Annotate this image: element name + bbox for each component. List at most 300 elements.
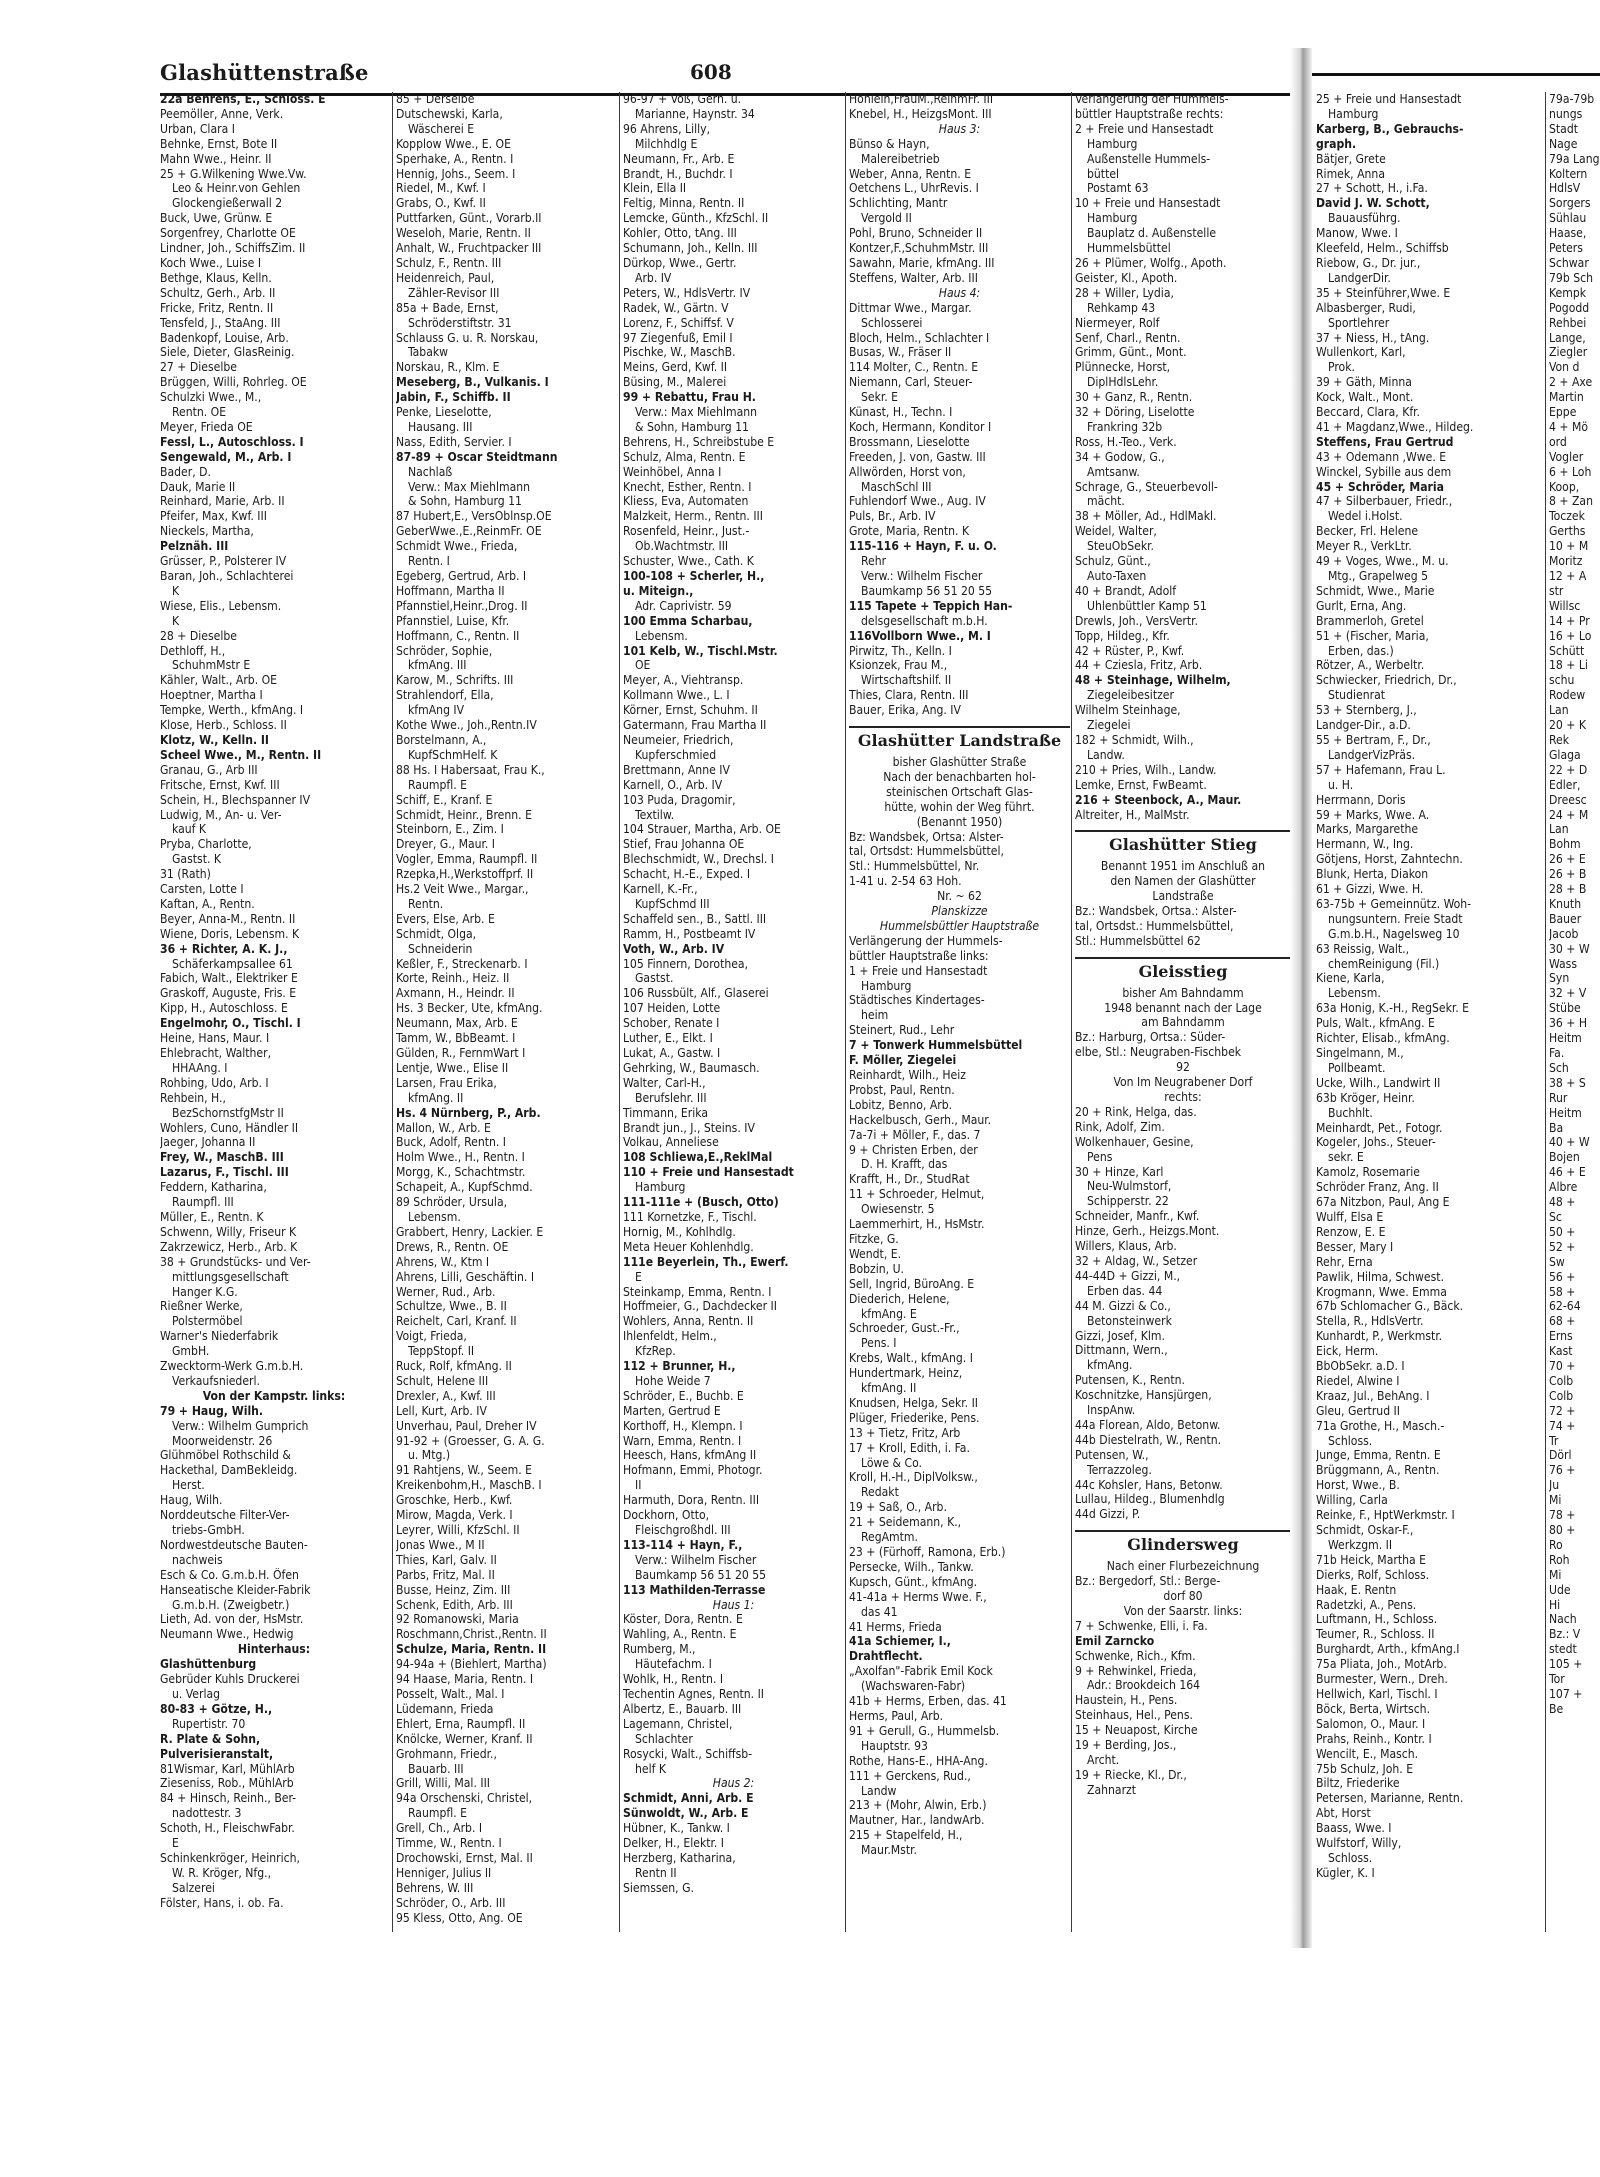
directory-entry: Knölcke, Werner, Kranf. II bbox=[396, 1731, 533, 1746]
directory-entry: delsgesellschaft m.b.H. bbox=[861, 613, 988, 628]
directory-entry: Hackethal, DamBekleidg. bbox=[160, 1463, 298, 1478]
directory-entry: Schwenn, Willy, Friseur K bbox=[160, 1224, 297, 1239]
directory-entry: 94 Haase, Maria, Rentn. I bbox=[396, 1672, 534, 1687]
directory-entry: 44-44D + Gizzi, M., bbox=[1075, 1268, 1181, 1283]
directory-entry: Bauarb. III bbox=[408, 1761, 464, 1776]
directory-entry: Pollbeamt. bbox=[1328, 1060, 1386, 1075]
directory-entry: 61 + Gizzi, Wwe. H. bbox=[1316, 882, 1424, 897]
directory-entry: 215 + Stapelfeld, H., bbox=[849, 1828, 963, 1843]
directory-entry: Lobitz, Benno, Arb. bbox=[849, 1097, 953, 1112]
directory-entry: Weinhöbel, Anna I bbox=[623, 464, 722, 479]
directory-entry: Schulz, Günt., bbox=[1075, 554, 1151, 569]
directory-entry: Anhalt, W., Fruchtpacker III bbox=[396, 241, 542, 256]
directory-entry: Putensen, W., bbox=[1075, 1447, 1149, 1462]
directory-entry: 213 + (Mohr, Alwin, Erb.) bbox=[849, 1798, 987, 1813]
directory-entry: Heidenreich, Paul, bbox=[396, 270, 495, 285]
directory-entry: Besser, Mary I bbox=[1316, 1239, 1394, 1254]
directory-entry: 87-89 + Oscar Steidtmann bbox=[396, 449, 558, 464]
directory-entry: Sorgenfrey, Charlotte OE bbox=[160, 226, 296, 241]
directory-entry: Wulfstorf, Willy, bbox=[1316, 1836, 1402, 1851]
directory-entry: Von der Saarstr. links: bbox=[1123, 1603, 1243, 1618]
directory-entry: KupfSchmd III bbox=[635, 896, 710, 911]
directory-entry: Neumeier, Friedrich, bbox=[623, 732, 734, 747]
directory-entry: Knecht, Esther, Rentn. I bbox=[623, 479, 752, 494]
directory-entry: Steinborn, E., Zim. I bbox=[396, 822, 504, 837]
directory-entry: graph. bbox=[1316, 136, 1357, 151]
directory-entry: Schneiderin bbox=[408, 941, 473, 956]
directory-entry: Wohlers, Cuno, Händler II bbox=[160, 1120, 299, 1135]
directory-entry: Drahtflecht. bbox=[849, 1649, 923, 1664]
directory-entry: ord bbox=[1549, 434, 1567, 449]
directory-entry: Holm Wwe., H., Rentn. I bbox=[396, 1150, 525, 1165]
directory-entry: Kogeler, Johs., Steuer- bbox=[1316, 1135, 1436, 1150]
column-7 bbox=[1545, 92, 1600, 1932]
directory-entry: Lindner, Joh., SchiffsZim. II bbox=[160, 241, 306, 256]
directory-entry: 44d Gizzi, P. bbox=[1075, 1507, 1141, 1522]
directory-entry: Henniger, Julius II bbox=[396, 1865, 492, 1880]
directory-entry: 44 + Cziesla, Fritz, Arb. bbox=[1075, 658, 1203, 673]
directory-entry: Graskoff, Auguste, Fris. E bbox=[160, 986, 297, 1001]
directory-entry: Redakt bbox=[861, 1485, 899, 1500]
directory-entry: Schumann, Joh., Kelln. III bbox=[623, 241, 758, 256]
directory-entry: u. Verlag bbox=[172, 1686, 221, 1701]
directory-entry: Schroeder, Gust.-Fr., bbox=[849, 1321, 960, 1336]
directory-entry: Frankring 32b bbox=[1087, 419, 1163, 434]
directory-entry: Luftmann, H., Schloss. bbox=[1316, 1612, 1438, 1627]
directory-entry: Schröder, Sophie, bbox=[396, 643, 493, 658]
directory-entry: Vogler bbox=[1549, 449, 1584, 464]
directory-entry: Von der Kampstr. links: bbox=[202, 1388, 346, 1403]
directory-entry: Salzerei bbox=[172, 1880, 215, 1895]
directory-entry: Drochowski, Ernst, Mal. II bbox=[396, 1850, 533, 1865]
directory-entry: Plünnecke, Horst, bbox=[1075, 360, 1171, 375]
directory-entry: Nachlaß bbox=[408, 464, 453, 479]
directory-entry: Rehbei bbox=[1549, 315, 1587, 330]
directory-entry: Götjens, Horst, Zahntechn. bbox=[1316, 852, 1463, 867]
directory-entry: Kohler, Otto, tAng. III bbox=[623, 226, 737, 241]
directory-entry: Werner, Rud., Arb. bbox=[396, 1284, 496, 1299]
directory-entry: elbe, Stl.: Neugraben-Fischbek bbox=[1075, 1045, 1242, 1060]
directory-entry: 57 + Hafemann, Frau L. bbox=[1316, 762, 1446, 777]
directory-entry: KfzRep. bbox=[635, 1344, 676, 1359]
directory-entry: Topp, Hildeg., Kfr. bbox=[1075, 628, 1170, 643]
directory-entry: Behnke, Ernst, Bote II bbox=[160, 136, 278, 151]
directory-entry: Weber, Anna, Rentn. E bbox=[849, 166, 972, 181]
directory-entry: 44c Kohsler, Hans, Betonw. bbox=[1075, 1477, 1223, 1492]
directory-entry: HdlsV bbox=[1549, 181, 1581, 196]
directory-entry: Be bbox=[1549, 1701, 1564, 1716]
directory-entry: Lagemann, Christel, bbox=[623, 1716, 733, 1731]
directory-entry: Tamm, W., BbBeamt. I bbox=[396, 1031, 516, 1046]
directory-entry: Ziegeleibesitzer bbox=[1087, 688, 1174, 703]
directory-entry: Plüger, Friederike, Pens. bbox=[849, 1410, 980, 1425]
directory-entry: Leo & Heinr.von Gehlen bbox=[172, 181, 301, 196]
directory-entry: & Sohn, Hamburg 11 bbox=[408, 494, 522, 509]
directory-entry: Kempk bbox=[1549, 285, 1587, 300]
directory-entry: Nach der benachbarten hol- bbox=[883, 769, 1036, 784]
directory-entry: Haus 4: bbox=[938, 285, 981, 300]
directory-entry: rechts: bbox=[1164, 1090, 1202, 1104]
directory-entry: Steinhaus, Hel., Pens. bbox=[1075, 1708, 1193, 1723]
directory-entry: Brandt, H., Buchdr. I bbox=[623, 166, 733, 181]
directory-entry: Landstraße bbox=[1152, 889, 1214, 904]
directory-entry: Eppe bbox=[1549, 405, 1577, 420]
directory-entry: Heesch, Hans, kfmAng II bbox=[623, 1448, 757, 1463]
directory-entry: Schenk, Edith, Arb. III bbox=[396, 1597, 513, 1612]
directory-entry: Meyer R., VerkLtr. bbox=[1316, 539, 1412, 554]
directory-entry: Peters, W., HdlsVertr. IV bbox=[623, 285, 751, 300]
directory-entry: Ihlenfeldt, Helm., bbox=[623, 1329, 717, 1344]
directory-entry: kfmAng IV bbox=[408, 703, 465, 718]
directory-entry: Planskizze bbox=[931, 904, 988, 919]
directory-entry: 67a Nitzbon, Paul, Ang E bbox=[1316, 1195, 1450, 1210]
directory-entry: 72 + bbox=[1549, 1403, 1576, 1418]
directory-entry: Zieseniss, Rob., MühlArb bbox=[160, 1776, 294, 1791]
directory-entry: Schlichting, Mantr bbox=[849, 196, 948, 211]
directory-entry: chemReinigung (Fil.) bbox=[1328, 956, 1440, 971]
directory-entry: Beyer, Anna-M., Rentn. II bbox=[160, 911, 296, 926]
directory-entry: 92 bbox=[1176, 1060, 1190, 1075]
directory-entry: Busse, Heinz, Zim. III bbox=[396, 1582, 511, 1597]
directory-entry: Glashüttenburg bbox=[160, 1657, 257, 1672]
directory-entry: 94-94a + (Biehlert, Martha) bbox=[396, 1657, 547, 1672]
directory-entry: Neumann, Fr., Arb. E bbox=[623, 151, 735, 166]
directory-entry: 63 Reissig, Walt., bbox=[1316, 941, 1410, 956]
directory-entry: Hamburg bbox=[861, 978, 912, 993]
directory-entry: Hamburg bbox=[1087, 211, 1138, 226]
directory-entry: Stadt bbox=[1549, 121, 1579, 136]
directory-entry: Blunk, Herta, Diakon bbox=[1316, 867, 1429, 882]
directory-entry: Feltig, Minna, Rentn. II bbox=[623, 196, 745, 211]
directory-entry: Steinert, Rud., Lehr bbox=[849, 1023, 955, 1038]
directory-entry: Marianne, Haynstr. 34 bbox=[635, 106, 755, 121]
directory-entry: Sch bbox=[1549, 1060, 1569, 1075]
directory-entry: Roschmann,Christ.,Rentn. II bbox=[396, 1627, 547, 1642]
directory-entry: Teumer, R., Schloss. II bbox=[1316, 1627, 1435, 1642]
directory-entry: Verlängerung der Hummels- bbox=[849, 933, 1003, 948]
directory-entry: 58 + bbox=[1549, 1284, 1576, 1299]
directory-entry: E bbox=[172, 1836, 179, 1851]
directory-entry: Badenkopf, Louise, Arb. bbox=[160, 330, 289, 345]
directory-entry: Dreyer, G., Maur. I bbox=[396, 837, 496, 852]
directory-entry: Sünwoldt, W., Arb. E bbox=[623, 1806, 749, 1821]
directory-entry: Hs.2 Veit Wwe., Margar., bbox=[396, 882, 529, 897]
directory-entry: Vogler, Emma, Raumpfl. II bbox=[396, 852, 538, 867]
directory-entry: Tempke, Werth., kfmAng. I bbox=[160, 703, 304, 718]
directory-entry: Sorgers bbox=[1549, 196, 1591, 211]
directory-entry: Schmidt, Wwe., Marie bbox=[1316, 583, 1435, 598]
directory-entry: Parbs, Fritz, Mal. II bbox=[396, 1567, 495, 1582]
directory-entry: Engelmohr, O., Tischl. I bbox=[160, 1016, 301, 1031]
directory-entry: 68 + bbox=[1549, 1314, 1576, 1329]
directory-entry: kfmAng. III bbox=[408, 658, 467, 673]
directory-entry: 31 (Rath) bbox=[160, 867, 211, 882]
directory-entry: Rimek, Anna bbox=[1316, 166, 1385, 181]
directory-entry: Landger-Dir., a.D. bbox=[1316, 718, 1411, 733]
directory-entry: Bojen bbox=[1549, 1150, 1580, 1165]
directory-entry: 9 + Christen Erben, der bbox=[849, 1142, 978, 1157]
directory-entry: Rentn II bbox=[635, 1865, 677, 1880]
directory-entry: 1 + Freie und Hansestadt bbox=[849, 963, 988, 978]
directory-entry: Jonas Wwe., M II bbox=[396, 1537, 485, 1552]
directory-entry: Gerths bbox=[1549, 524, 1586, 539]
directory-entry: 17 + Kroll, Edith, i. Fa. bbox=[849, 1440, 970, 1455]
directory-entry: Brüggen, Willi, Rohrleg. OE bbox=[160, 375, 307, 390]
directory-entry: Brandt jun., J., Steins. IV bbox=[623, 1120, 755, 1135]
directory-entry: SchuhmMstr E bbox=[172, 658, 251, 673]
directory-entry: Koschnitzke, Hansjürgen, bbox=[1075, 1388, 1212, 1403]
directory-entry: 91 + Gerull, G., Hummelsb. bbox=[849, 1723, 1000, 1738]
directory-entry: Hackelbusch, Gerh., Maur. bbox=[849, 1112, 992, 1127]
directory-entry: Puls, Walt., kfmAng. E bbox=[1316, 1016, 1435, 1031]
directory-entry: 8 + Zan bbox=[1549, 494, 1593, 509]
directory-entry: Grimm, Günt., Mont. bbox=[1075, 345, 1187, 360]
directory-entry: 79a Lang bbox=[1549, 151, 1600, 166]
directory-entry: Riedel, M., Kwf. I bbox=[396, 181, 486, 196]
directory-entry: Uhlenbüttler Kamp 51 bbox=[1087, 598, 1207, 613]
directory-entry: Ruck, Rolf, kfmAng. II bbox=[396, 1359, 512, 1374]
directory-entry: Gebrüder Kuhls Druckerei bbox=[160, 1672, 300, 1687]
directory-entry: Gizzi, Josef, Klm. bbox=[1075, 1328, 1165, 1343]
directory-entry: Ude bbox=[1549, 1582, 1571, 1597]
directory-entry: Nr. ~ 62 bbox=[937, 889, 982, 904]
directory-entry: Fleischgroßhdl. III bbox=[635, 1523, 731, 1537]
directory-entry: 40 + Brandt, Adolf bbox=[1075, 583, 1177, 598]
directory-entry: Peemöller, Anne, Verk. bbox=[160, 106, 284, 121]
directory-entry: Gleu, Gertrud II bbox=[1316, 1403, 1400, 1418]
directory-entry: Neumann Wwe., Hedwig bbox=[160, 1627, 294, 1642]
directory-entry: Hamburg bbox=[1087, 136, 1138, 151]
directory-entry: Rießner Werke, bbox=[160, 1299, 243, 1314]
directory-entry: 113 Mathilden-Terrasse bbox=[623, 1582, 766, 1597]
directory-entry: Krebs, Walt., kfmAng. I bbox=[849, 1351, 973, 1366]
directory-entry: 34 + Godow, G., bbox=[1075, 449, 1165, 464]
directory-entry: bisher Glashütter Straße bbox=[892, 754, 1027, 769]
directory-entry: 41 + Magdanz,Wwe., Hildeg. bbox=[1316, 419, 1474, 434]
directory-entry: 44 M. Gizzi & Co., bbox=[1075, 1298, 1171, 1313]
directory-entry: Grabs, O., Kwf. II bbox=[396, 196, 486, 211]
directory-entry: 81Wismar, Karl, MühlArb bbox=[160, 1761, 295, 1776]
directory-entry: Albasberger, Rudi, bbox=[1316, 300, 1416, 315]
book-gutter bbox=[1290, 48, 1312, 1948]
directory-entry: tal, Ortsdst.: Hummelsbüttel, bbox=[1075, 918, 1234, 933]
directory-entry: RegAmtm. bbox=[861, 1530, 918, 1545]
directory-entry: 2 + Freie und Hansestadt bbox=[1075, 121, 1214, 136]
directory-entry: Ob.Wachtmstr. III bbox=[635, 539, 729, 554]
directory-entry: Axmann, H., Heindr. II bbox=[396, 986, 515, 1001]
directory-entry: 80 + bbox=[1549, 1523, 1576, 1537]
directory-entry: Dittmar Wwe., Margar. bbox=[849, 300, 972, 315]
directory-entry: Biltz, Friederike bbox=[1316, 1776, 1400, 1791]
directory-entry: bisher Am Bahndamm bbox=[1122, 985, 1244, 1000]
directory-entry: Larsen, Frau Erika, bbox=[396, 1075, 497, 1090]
directory-entry: Karnell, O., Arb. IV bbox=[623, 777, 723, 792]
directory-entry: Karberg, B., Gebrauchs- bbox=[1316, 121, 1464, 136]
directory-entry: 44b Diestelrath, W., Rentn. bbox=[1075, 1432, 1222, 1447]
directory-entry: 19 + Saß, O., Arb. bbox=[849, 1500, 947, 1515]
directory-entry: 7 + Tonwerk Hummelsbüttel bbox=[849, 1038, 1023, 1053]
directory-entry: Owiesenstr. 5 bbox=[861, 1202, 935, 1217]
directory-entry: Stübe bbox=[1549, 1001, 1581, 1016]
directory-entry: Gastst. K bbox=[172, 852, 222, 867]
directory-entry: Milchhdlg E bbox=[635, 136, 698, 151]
directory-entry: Ahrens, Lilli, Geschäftin. I bbox=[396, 1269, 535, 1284]
directory-entry: Vergold II bbox=[861, 211, 912, 226]
directory-entry: Lebensm. bbox=[408, 1209, 461, 1224]
directory-entry: Bünso & Hayn, bbox=[849, 136, 930, 151]
directory-entry: Bobzin, U. bbox=[849, 1261, 904, 1276]
directory-entry: 52 + bbox=[1549, 1239, 1576, 1254]
directory-entry: Schröderstiftstr. 31 bbox=[408, 315, 512, 330]
directory-entry: Wäscherei E bbox=[408, 121, 475, 136]
directory-entry: Willers, Klaus, Arb. bbox=[1075, 1239, 1177, 1254]
directory-entry: Archt. bbox=[1087, 1752, 1120, 1767]
directory-entry: Hundertmark, Heinz, bbox=[849, 1366, 963, 1381]
page-number: 608 bbox=[690, 60, 732, 84]
directory-entry: nachweis bbox=[172, 1552, 223, 1567]
directory-entry: Rosenfeld, Heinr., Just.- bbox=[623, 524, 750, 539]
directory-entry: Thies, Karl, Galv. II bbox=[396, 1552, 497, 1567]
directory-entry: 91-92 + (Groesser, G. A. G. bbox=[396, 1433, 545, 1448]
directory-entry: 47 + Silberbauer, Friedr., bbox=[1316, 494, 1453, 509]
directory-entry: „Axolfan"-Fabrik Emil Kock bbox=[849, 1664, 993, 1679]
directory-entry: Tensfeld, J., StaAng. III bbox=[160, 315, 281, 330]
directory-entry: str bbox=[1549, 583, 1564, 598]
directory-entry: Bz.: Wandsbek, Ortsa.: Alster- bbox=[1075, 904, 1237, 919]
directory-entry: R. Plate & Sohn, bbox=[160, 1731, 261, 1746]
directory-entry: Rink, Adolf, Zim. bbox=[1075, 1119, 1165, 1134]
directory-entry: Lullau, Hildeg., Blumenhdlg bbox=[1075, 1492, 1225, 1507]
directory-entry: Erben das. 44 bbox=[1087, 1283, 1163, 1298]
directory-entry: Thies, Clara, Rentn. III bbox=[849, 688, 969, 703]
directory-entry: Malereibetrieb bbox=[861, 151, 940, 166]
directory-entry: Benannt 1951 im Anschluß an bbox=[1100, 859, 1266, 874]
directory-entry: Colb bbox=[1549, 1388, 1574, 1403]
directory-entry: Urban, Clara I bbox=[160, 121, 235, 136]
directory-entry: 76 + bbox=[1549, 1463, 1576, 1478]
directory-entry: Niemann, Carl, Steuer- bbox=[849, 375, 973, 390]
directory-entry: Drewls, Joh., VersVertr. bbox=[1075, 613, 1198, 628]
directory-entry: G.m.b.H., Nagelsweg 10 bbox=[1328, 926, 1460, 941]
street-heading: Glindersweg bbox=[1075, 1530, 1291, 1553]
directory-entry: Richter, Elisab., kfmAng. bbox=[1316, 1031, 1450, 1046]
directory-entry: Wahling, A., Rentn. E bbox=[623, 1627, 737, 1642]
directory-entry: Ross, H.-Teo., Verk. bbox=[1075, 434, 1177, 449]
directory-entry: Kock, Walt., Mont. bbox=[1316, 390, 1414, 405]
directory-entry: hütte, wohin der Weg führt. bbox=[884, 799, 1035, 814]
directory-entry: Grote, Maria, Rentn. K bbox=[849, 524, 970, 539]
directory-entry: Hauptstr. 93 bbox=[861, 1738, 928, 1753]
directory-entry: 36 + H bbox=[1549, 1016, 1588, 1031]
directory-entry: Junge, Emma, Rentn. E bbox=[1316, 1448, 1441, 1463]
directory-entry: Gatermann, Frau Martha II bbox=[623, 718, 767, 733]
directory-entry: Grill, Willi, Mal. III bbox=[396, 1776, 490, 1791]
directory-entry: Lemke, Ernst, FwBeamt. bbox=[1075, 777, 1207, 792]
directory-entry: Siemssen, G. bbox=[623, 1880, 694, 1895]
directory-entry: Terrazzoleg. bbox=[1087, 1462, 1152, 1477]
directory-entry: Riebow, G., Dr. jur., bbox=[1316, 255, 1421, 270]
directory-entry: Laemmerhirt, H., HsMstr. bbox=[849, 1217, 985, 1232]
directory-entry: den Namen der Glashütter bbox=[1110, 874, 1256, 889]
directory-entry: Rehr bbox=[861, 554, 887, 569]
directory-entry: 19 + Berding, Jos., bbox=[1075, 1738, 1177, 1753]
directory-entry: 182 + Schmidt, Wilh., bbox=[1075, 732, 1194, 747]
directory-entry: Schacht, H.-E., Exped. I bbox=[623, 867, 751, 882]
directory-entry: Reinhard, Marie, Arb. II bbox=[160, 494, 285, 509]
directory-entry: 75b Schulz, Joh. E bbox=[1316, 1761, 1414, 1776]
directory-entry: Karnell, K.-Fr., bbox=[623, 882, 698, 897]
directory-entry: 4 + Mö bbox=[1549, 419, 1588, 434]
directory-entry: Sekr. E bbox=[861, 390, 899, 405]
directory-entry: 32 + Aldag, W., Setzer bbox=[1075, 1253, 1198, 1268]
directory-entry: Böck, Berta, Wirtsch. bbox=[1316, 1701, 1431, 1716]
directory-entry: Stella, R., HdlsVertr. bbox=[1316, 1314, 1424, 1329]
directory-entry: Keßler, F., Streckenarb. I bbox=[396, 956, 528, 971]
directory-entry: Sc bbox=[1549, 1209, 1562, 1224]
directory-entry: Willing, Carla bbox=[1316, 1493, 1388, 1508]
street-heading: Glashütter Stieg bbox=[1075, 830, 1291, 853]
directory-entry: Groschke, Herb., Kwf. bbox=[396, 1493, 513, 1508]
column-3 bbox=[619, 92, 844, 1932]
directory-entry: Puls, Br., Arb. IV bbox=[849, 509, 936, 524]
directory-entry: Mirow, Magda, Verk. I bbox=[396, 1508, 513, 1523]
directory-entry: Hermann, W., Ing. bbox=[1316, 837, 1414, 852]
directory-entry: kfmAng. E bbox=[861, 1306, 917, 1321]
directory-entry: Bloch, Helm., Schlachter I bbox=[849, 330, 990, 345]
directory-entry: Haus 3: bbox=[938, 121, 981, 136]
directory-entry: schu bbox=[1549, 673, 1575, 688]
directory-entry: Sperhake, A., Rentn. I bbox=[396, 151, 514, 166]
directory-entry: Ucke, Wilh., Landwirt II bbox=[1316, 1075, 1441, 1090]
directory-entry: David J. W. Schott, bbox=[1316, 196, 1430, 211]
directory-entry: Rek bbox=[1549, 732, 1570, 747]
directory-entry: Kunhardt, P., Werkmstr. bbox=[1316, 1329, 1443, 1344]
directory-entry: 56 + bbox=[1549, 1269, 1576, 1284]
directory-entry: Ba bbox=[1549, 1120, 1564, 1135]
directory-entry: Ju bbox=[1549, 1478, 1560, 1493]
directory-entry: Dörl bbox=[1549, 1448, 1572, 1463]
directory-entry: 48 + Steinhage, Wilhelm, bbox=[1075, 673, 1231, 688]
directory-entry: Pens bbox=[1087, 1149, 1113, 1164]
directory-entry: 1-41 u. 2-54 63 Hoh. bbox=[849, 874, 962, 889]
directory-entry: Haug, Wilh. bbox=[160, 1493, 223, 1508]
directory-entry: 41b + Herms, Erben, das. 41 bbox=[849, 1694, 1007, 1709]
directory-entry: Schultz, Gerh., Arb. II bbox=[160, 285, 276, 300]
directory-entry: Knebel, H., HeizgsMont. III bbox=[849, 106, 992, 121]
directory-entry: 32 + Döring, Liselotte bbox=[1075, 405, 1195, 420]
directory-entry: Walter, Carl-H., bbox=[623, 1075, 706, 1090]
directory-entry: Burghardt, Arth., kfmAng.I bbox=[1316, 1642, 1460, 1657]
directory-entry: Raumpfl. III bbox=[172, 1195, 234, 1210]
directory-entry: Von Im Neugrabener Dorf bbox=[1113, 1075, 1253, 1090]
directory-entry: Petersen, Marianne, Rentn. bbox=[1316, 1791, 1464, 1806]
directory-entry: BezSchornstfgMstr II bbox=[172, 1105, 284, 1120]
directory-entry: Peters bbox=[1549, 241, 1583, 256]
directory-entry: Schröder, O., Arb. III bbox=[396, 1895, 506, 1910]
directory-entry: 19 + Riecke, Kl., Dr., bbox=[1075, 1767, 1187, 1782]
directory-entry: Büsing, M., Malerei bbox=[623, 375, 727, 390]
directory-entry: Hornig, M., Kohlhdlg. bbox=[623, 1224, 736, 1239]
directory-entry: (Benannt 1950) bbox=[916, 814, 1003, 829]
directory-entry: heim bbox=[861, 1008, 889, 1023]
directory-entry: Kügler, K. I bbox=[1316, 1865, 1375, 1880]
directory-entry: Wiene, Doris, Lebensm. K bbox=[160, 926, 300, 941]
column-5 bbox=[1071, 92, 1291, 1932]
directory-entry: Pens. I bbox=[861, 1336, 897, 1351]
directory-entry: Oetchens L., UhrRevis. I bbox=[849, 181, 979, 196]
directory-entry: Carsten, Lotte I bbox=[160, 882, 244, 897]
running-title: Glashüttenstraße bbox=[160, 60, 369, 85]
